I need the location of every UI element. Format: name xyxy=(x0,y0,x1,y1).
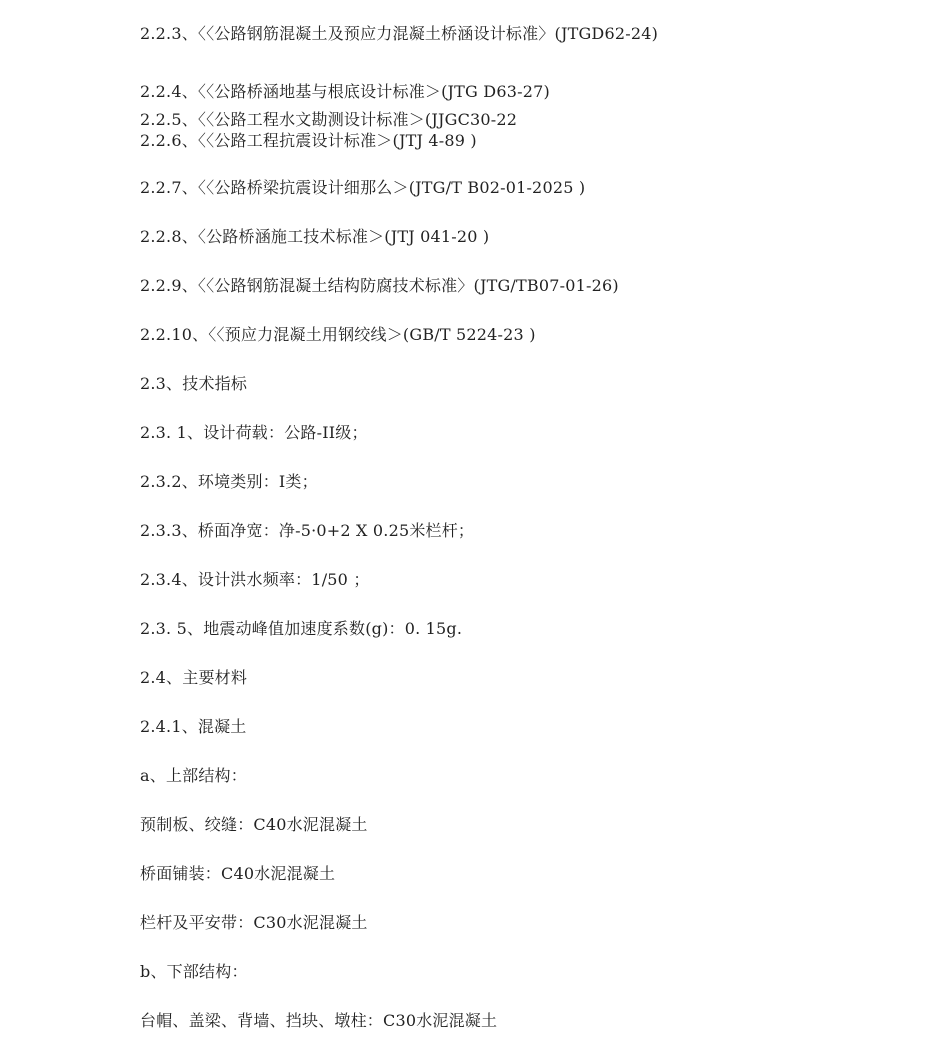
list-heading-b: b、下部结构： xyxy=(140,962,248,981)
section-heading-2-4: 2.4、主要材料 xyxy=(140,668,248,687)
spec-line-2-2-3: 2.2.3、〈〈公路钢筋混凝土及预应力混凝土桥涵设计标准〉(JTGD62-24) xyxy=(140,24,659,43)
section-heading-2-3: 2.3、技术指标 xyxy=(140,374,248,393)
spec-line-2-2-6: 2.2.6、〈〈公路工程抗震设计标准＞(JTJ 4-89 ) xyxy=(140,131,477,150)
spec-line-2-3-2: 2.3.2、环境类别：I类； xyxy=(140,472,318,491)
material-line: 预制板、绞缝：C40水泥混凝土 xyxy=(140,815,368,834)
spec-line-2-2-8: 2.2.8、〈公路桥涵施工技术标准＞(JTJ 041-20 ) xyxy=(140,227,490,246)
spec-line-2-3-5: 2.3. 5、地震动峰值加速度系数(g)：0. 15g. xyxy=(140,619,463,638)
material-line: 桥面铺装：C40水泥混凝土 xyxy=(140,864,336,883)
spec-line-2-3-1: 2.3. 1、设计荷载：公路-II级； xyxy=(140,423,368,442)
spec-line-2-2-4: 2.2.4、〈〈公路桥涵地基与根底设计标准＞(JTG D63-27) xyxy=(140,82,550,101)
spec-line-2-2-10: 2.2.10、〈〈预应力混凝土用钢绞线＞(GB/T 5224-23 ) xyxy=(140,325,536,344)
subsection-heading-2-4-1: 2.4.1、混凝土 xyxy=(140,717,247,736)
spec-line-2-2-9: 2.2.9、〈〈公路钢筋混凝土结构防腐技术标准〉(JTG/TB07-01-26) xyxy=(140,276,619,295)
spec-line-2-2-5: 2.2.5、〈〈公路工程水文勘测设计标准＞(JJGC30-22 xyxy=(140,110,518,129)
spec-line-2-2-7: 2.2.7、〈〈公路桥梁抗震设计细那么＞(JTG/T B02-01-2025 ) xyxy=(140,178,586,197)
material-line: 台帽、盖梁、背墙、挡块、墩柱：C30水泥混凝土 xyxy=(140,1011,498,1030)
material-line: 栏杆及平安带：C30水泥混凝土 xyxy=(140,913,368,932)
spec-line-2-3-3: 2.3.3、桥面净宽：净-5·0+2 X 0.25米栏杆； xyxy=(140,521,475,540)
spec-line-2-3-4: 2.3.4、设计洪水频率：1/50 ； xyxy=(140,570,370,589)
list-heading-a: a、上部结构： xyxy=(140,766,247,785)
